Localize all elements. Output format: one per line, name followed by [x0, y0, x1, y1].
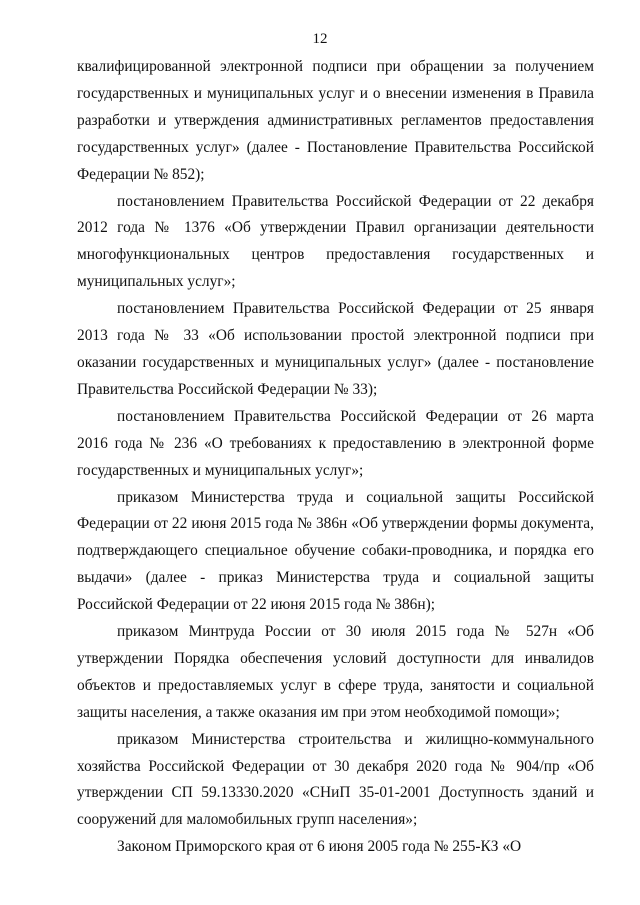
- page-number: 12: [312, 31, 328, 47]
- paragraph: приказом Минтруда России от 30 июля 2015 года № 527н «Об утверждении Порядка обеспечения условий доступности для инвалидов объектов и предоставляемых услуг в сфере труда, занятости и социальной защиты населения, а также оказания им при этом необходимой помощи»;: [77, 623, 594, 721]
- paragraph: приказом Министерства строительства и жилищно-коммунального хозяйства Российской Федерации от 30 декабря 2020 года № 904/пр «Об утверждении СП 59.13330.2020 «СНиП 35-01-2001 Доступность зданий и сооружений для маломобильных групп населения»;: [77, 730, 594, 829]
- document-body: [77, 54, 594, 861]
- paragraph: Законом Приморского края от 6 июня 2005 года № 255-КЗ «О: [117, 838, 522, 856]
- paragraph: приказом Министерства труда и социальной защиты Российской Федерации от 22 июня 2015 года № 386н «Об утверждении формы документа, подтверждающего специальное обучение собаки-проводника, и порядка его выдачи» (далее - приказ Министерства труда и социальной защиты Российской Федерации от 22 июня 2015 года № 386н);: [77, 488, 594, 614]
- paragraph: постановлением Правительства Российской Федерации от 26 марта 2016 года № 236 «О требованиях к предоставлению в электронной форме государственных и муниципальных услуг»;: [77, 407, 594, 479]
- paragraph: квалифицированной электронной подписи при обращении за получением государственных и муниципальных услуг и о внесении изменения в Правила разработки и утверждения административных регламентов предоставления государственных услуг» (далее - Постановление Правительства Российской Федерации № 852);: [77, 58, 594, 183]
- paragraph: постановлением Правительства Российской Федерации от 25 января 2013 года № 33 «Об использовании простой электронной подписи при оказании государственных и муниципальных услуг» (далее - постановление Правительства Российской Федерации № 33);: [77, 300, 594, 398]
- paragraph: постановлением Правительства Российской Федерации от 22 декабря 2012 года № 1376 «Об утверждении Правил организации деятельности многофункциональных центров предоставления государственных и муниципальных услуг»;: [77, 192, 594, 291]
